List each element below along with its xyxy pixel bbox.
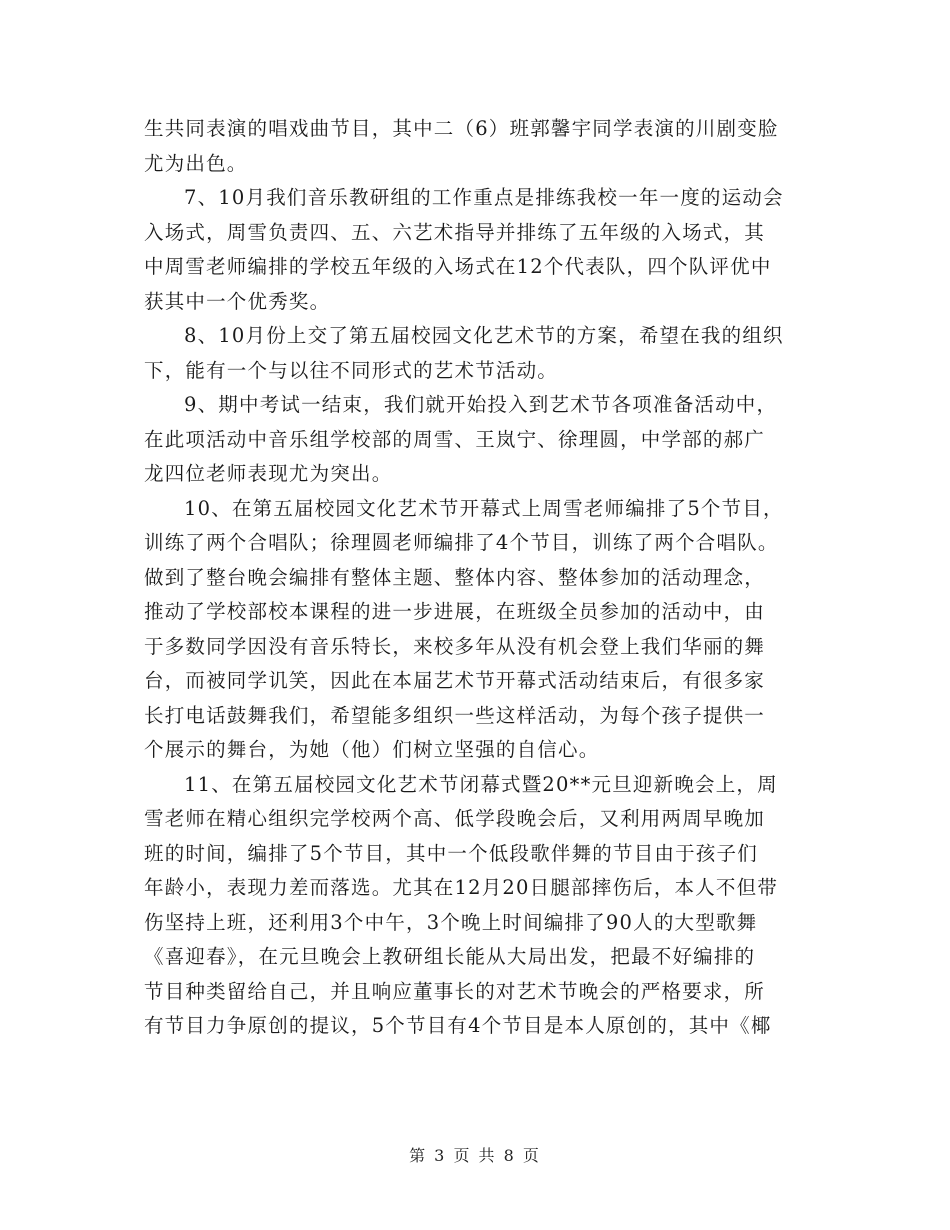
page-number-footer: 第 3 页 共 8 页 [409,1146,541,1165]
text-line: 做到了整台晚会编排有整体主题、整体内容、整体参加的活动理念， [144,565,766,589]
text-line: 有节目力争原创的提议，5个节目有4个节目是本人原创的，其中《椰 [144,1014,772,1037]
paragraph-10-line: 10、在第五届校园文化艺术节开幕式上周雪老师编排了5个节目， [184,496,784,520]
text-line: 尤为出色。 [144,151,248,175]
text-line: 生共同表演的唱戏曲节目，其中二（6）班郭馨宇同学表演的川剧变脸 [144,117,779,140]
text-line: 《喜迎春》，在元旦晚会上教研组长能从大局出发，把最不好编排的 [144,945,756,968]
text-line: 下，能有一个与以往不同形式的艺术节活动。 [144,358,559,382]
text-line: 在此项活动中音乐组学校部的周雪、王岚宁、徐理圆，中学部的郝广 [144,427,766,451]
text-line: 台，而被同学讥笑，因此在本届艺术节开幕式活动结束后，有很多家 [144,669,766,692]
text-line: 个展示的舞台，为她（他）们树立坚强的自信心。 [144,738,600,761]
text-line: 雪老师在精心组织完学校两个高、低学段晚会后，又利用两周早晚加 [144,807,766,830]
text-line: 于多数同学因没有音乐特长，来校多年从没有机会登上我们华丽的舞 [144,634,766,658]
text-line: 年龄小，表现力差而落选。尤其在12月20日腿部摔伤后，本人不但带 [144,876,779,899]
paragraph-11-line: 11、在第五届校园文化艺术节闭幕式暨20**元旦迎新晚会上，周 [184,772,778,796]
text-line: 班的时间，编排了5个节目，其中一个低段歌伴舞的节目由于孩子们 [144,841,758,865]
text-line: 节目种类留给自己，并且响应董事长的对艺术节晚会的严格要求，所 [144,979,766,1003]
text-line: 伤坚持上班，还利用3个中午，3个晚上时间编排了90人的大型歌舞 [144,910,758,934]
text-line: 中周雪老师编排的学校五年级的入场式在12个代表队，四个队评优中 [144,255,772,278]
paragraph-8-line: 8、10月份上交了第五届校园文化艺术节的方案，希望在我的组织 [184,324,784,347]
text-line: 训练了两个合唱队；徐理圆老师编排了4个节目，训练了两个合唱队。 [144,531,779,554]
paragraph-9-line: 9、期中考试一结束，我们就开始投入到艺术节各项准备活动中， [184,393,778,416]
text-line: 龙四位老师表现尤为突出。 [144,462,393,485]
paragraph-7-line: 7、10月我们音乐教研组的工作重点是排练我校一年一度的运动会 [184,186,784,209]
text-line: 入场式，周雪负责四、五、六艺术指导并排练了五年级的入场式，其 [144,220,766,244]
document-body [144,112,816,1044]
text-line: 长打电话鼓舞我们，希望能多组织一些这样活动，为每个孩子提供一 [144,703,766,727]
text-line: 推动了学校部校本课程的进一步进展，在班级全员参加的活动中，由 [144,600,766,623]
text-line: 获其中一个优秀奖。 [144,289,331,313]
